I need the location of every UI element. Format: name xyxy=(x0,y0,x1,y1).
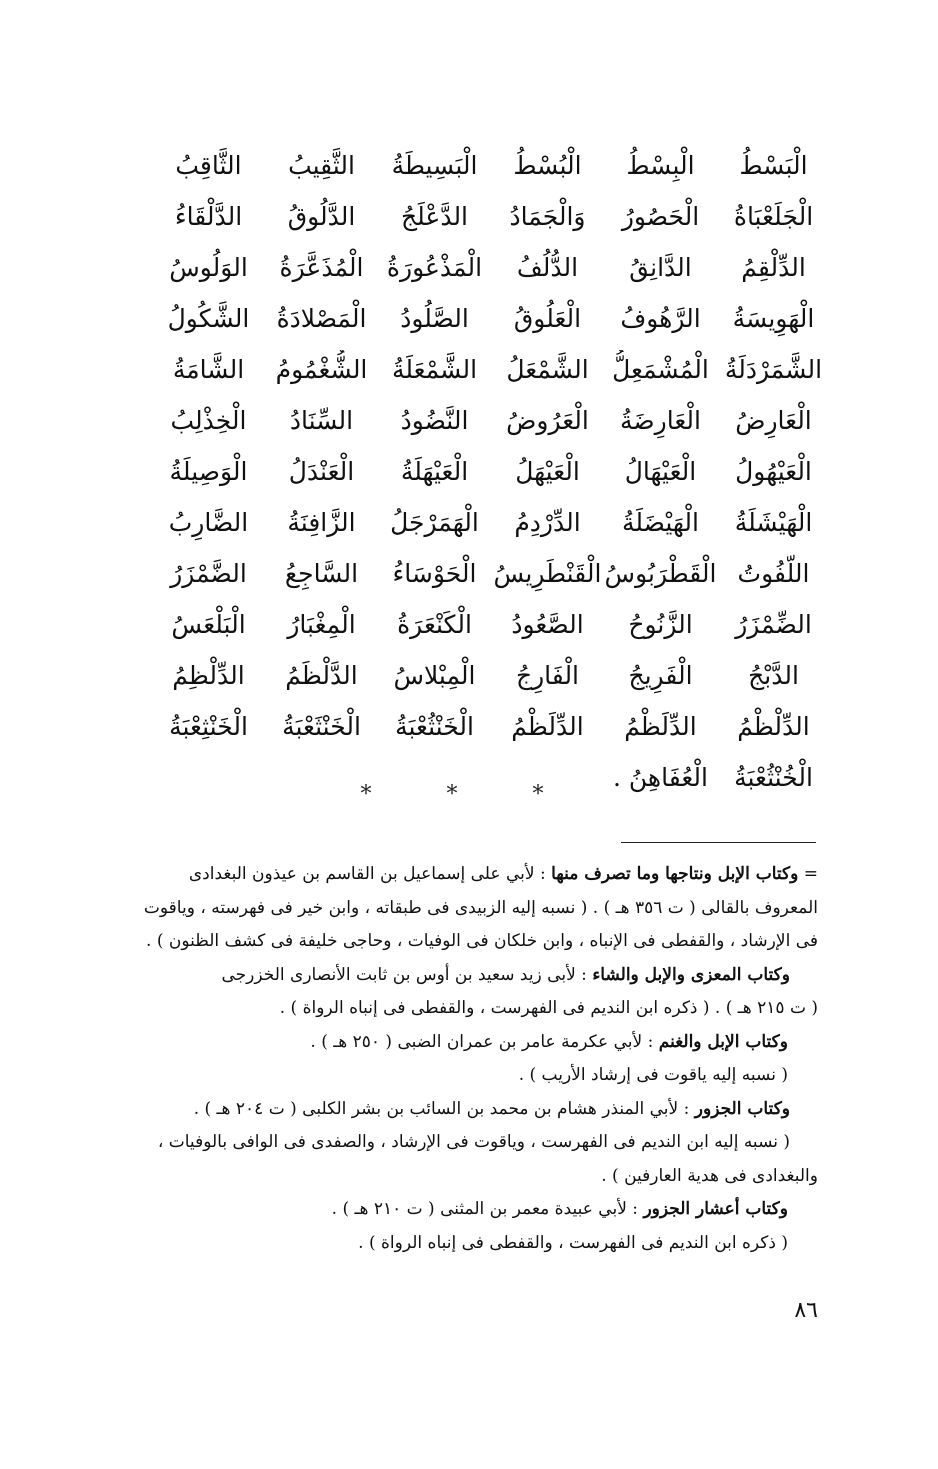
word-cell: الْعَيْهُولُ xyxy=(735,456,812,486)
word-cell: الْبُسْطُ xyxy=(513,150,582,180)
word-cell: الْهَيْشَلَةُ xyxy=(734,507,813,537)
word-cell: الوَلُوسُ xyxy=(169,252,248,282)
word-cell: الْمُذَعَّرَةُ xyxy=(279,252,364,282)
word-cell: الْحَصُورُ xyxy=(621,201,700,231)
word-cell: الْقَنْطَرِيسُ xyxy=(493,558,602,588)
word-cell: الضَّارِبُ xyxy=(168,507,249,537)
section-separator: * * * xyxy=(360,782,578,807)
book-title: وكتاب الإبل والغنم xyxy=(658,1031,788,1052)
word-row xyxy=(120,599,830,650)
word-cell: الْعَنْدَلُ xyxy=(288,456,355,486)
word-cell: الدِّلْقِمُ xyxy=(741,252,806,282)
footnote-text: : لأبي على إسماعيل بن القاسم بن عيذون البغدادى xyxy=(188,864,552,884)
word-row xyxy=(120,242,830,293)
footnote-text: المعروف بالقالى ( ت ٣٥٦ هـ ) . ( نسبه إليه الزبيدى فى طبقاته ، وابن خير فى فهرسته ، وياقوت xyxy=(143,897,818,918)
word-row xyxy=(120,344,830,395)
word-cell: الشَّامَةُ xyxy=(172,354,245,384)
word-cell: الدِّلْظِمُ xyxy=(172,660,245,690)
word-cell: الْبَسِيطَةُ xyxy=(391,150,478,180)
word-cell: الْخَنْثَعْبَةُ xyxy=(282,711,361,741)
footnote-text: فى الإرشاد ، والقفطى فى الإنباه ، وابن خلكان فى الوفيات ، وحاجى خليفة فى كشف الظنون ) . xyxy=(146,931,818,951)
word-cell: الْقَطْرَبُوسُ xyxy=(604,558,717,588)
word-cell: اللَّفُوتُ xyxy=(737,558,810,588)
word-cell: الْوَصِيلَةُ xyxy=(169,456,248,486)
word-cell: الزَّافِنَةُ xyxy=(287,507,356,537)
book-title: وكتاب الإبل ونتاجها وما تصرف منها xyxy=(551,864,799,884)
word-list-grid xyxy=(120,140,830,803)
footnote-text: : لأبي عكرمة عامر بن عمران الضبى ( ٢٥٠ هـ ) . xyxy=(310,1031,659,1052)
word-row xyxy=(120,650,830,701)
word-cell: الدَّلُوقُ xyxy=(287,201,356,231)
word-cell: الْخَنْثُعْبَةُ xyxy=(395,711,474,741)
word-row xyxy=(120,548,830,599)
footnote-text: ( ذكره ابن النديم فى الفهرست ، والقفطى فى إنباه الرواة ) . xyxy=(358,1232,788,1253)
word-cell: السَّاجِعُ xyxy=(284,558,359,588)
footnote-text: ( ت ٢١٥ هـ ) . ( ذكره ابن النديم فى الفهرست ، والقفطى فى إنباه الرواة ) . xyxy=(279,998,818,1018)
footnotes xyxy=(130,858,818,1260)
word-cell: السِّنَادُ xyxy=(289,405,354,435)
footnote-line xyxy=(130,1059,818,1093)
word-cell: النَّضُودُ xyxy=(400,405,469,435)
word-cell: الْهَوِيسَةُ xyxy=(732,303,815,333)
book-title: وكتاب المعزى والإبل والشاء xyxy=(592,964,790,985)
word-cell: الثَّاقِبُ xyxy=(175,150,242,180)
footnote-line xyxy=(130,959,818,993)
word-cell: الدِّلَظْمُ xyxy=(511,711,584,741)
word-cell: الشَّمَرْدَلَةُ xyxy=(724,354,823,384)
book-title: وكتاب الجزور xyxy=(694,1098,790,1119)
word-cell: الْفَارِجُ xyxy=(515,660,580,690)
footnote-text: = xyxy=(798,864,818,884)
footnote-text: : لأبي عبيدة معمر بن المثنى ( ت ٢١٠ هـ ) . xyxy=(331,1199,644,1219)
footnote-line xyxy=(130,1227,818,1261)
word-cell: الْخَنْثِعْبَةُ xyxy=(169,711,248,741)
footnote-line xyxy=(130,892,818,926)
footnote-line xyxy=(130,1126,818,1160)
book-title: وكتاب أعشار الجزور xyxy=(643,1199,788,1219)
word-row xyxy=(120,701,830,752)
word-cell: الصَّعُودُ xyxy=(511,609,584,639)
word-row xyxy=(120,395,830,446)
word-cell: الصَّلُودُ xyxy=(400,303,469,333)
word-cell: الدَّلْقَاءُ xyxy=(174,201,243,231)
word-cell: الْبَلْعَسُ xyxy=(171,609,246,639)
word-row xyxy=(120,497,830,548)
word-cell: الْخِذْلِبُ xyxy=(170,405,247,435)
footnote-line xyxy=(130,858,818,892)
word-cell: الْعَارِضَةُ xyxy=(620,405,701,435)
word-cell: وَالْجَمَادُ xyxy=(509,201,586,231)
word-cell: الضِّمْزَرُ xyxy=(735,609,812,639)
footnote-line xyxy=(130,1160,818,1194)
word-cell: الزَّنُوحُ xyxy=(628,609,693,639)
word-cell: الْبِسْطُ xyxy=(626,150,695,180)
word-cell: الدَّعْلَجُ xyxy=(400,201,469,231)
word-cell: الْفَرِيجُ xyxy=(628,660,693,690)
word-cell: الْمَذْعُورَةُ xyxy=(386,252,483,282)
word-cell: الْعَيْهَلُ xyxy=(515,456,580,486)
word-cell: الْمُشْمَعِلُّ xyxy=(612,354,709,384)
footnote-line xyxy=(130,1093,818,1127)
word-cell: الْهَيْضَلَةُ xyxy=(622,507,699,537)
word-cell: الْكَنْعَرَةُ xyxy=(397,609,472,639)
word-cell: الثَّقِيبُ xyxy=(288,150,355,180)
word-cell: الرَّهُوفُ xyxy=(620,303,701,333)
footnote-line xyxy=(130,1026,818,1060)
word-cell: الضَّمْزَرُ xyxy=(170,558,247,588)
word-cell: الْبَسْطُ xyxy=(739,150,808,180)
word-cell: الشَّمْعَلُ xyxy=(506,354,589,384)
word-cell: الشَّكُولُ xyxy=(167,303,250,333)
footnote-text: والبغدادى فى هدية العارفين ) . xyxy=(601,1165,818,1186)
word-row xyxy=(120,140,830,191)
word-cell: الدِّلَظْمُ xyxy=(624,711,697,741)
footnote-line xyxy=(130,992,818,1026)
word-cell: الشُّغْمُومُ xyxy=(275,354,368,384)
word-cell: الْعُفَاهِنُ . xyxy=(613,762,708,792)
word-row xyxy=(120,446,830,497)
word-cell: الدِّرْدِمُ xyxy=(514,507,581,537)
footnote-text: : لأبى زيد سعيد بن أوس بن ثابت الأنصارى الخزرجى xyxy=(221,964,593,985)
word-cell: الدَّبْجُ xyxy=(748,660,799,690)
footnote-text: ( نسبه إليه ياقوت فى إرشاد الأريب ) . xyxy=(518,1065,788,1085)
footnote-line xyxy=(130,925,818,959)
word-cell: الْجَلَعْبَاةُ xyxy=(733,201,814,231)
word-row xyxy=(120,191,830,242)
word-cell: الْعَارِضُ xyxy=(735,405,812,435)
word-cell: الْحَوْسَاءُ xyxy=(392,558,477,588)
word-cell: الْمِبْلاسُ xyxy=(393,660,476,690)
word-cell: الدَّانِقُ xyxy=(629,252,692,282)
footnote-text: ( نسبه إليه ابن النديم فى الفهرست ، وياقوت فى الإرشاد ، والصفدى فى الوافى بالوفيات ، xyxy=(157,1132,790,1152)
word-cell: الْعَيْهَالُ xyxy=(624,456,697,486)
word-cell: الدَّلْظَمُ xyxy=(285,660,358,690)
footnote-line xyxy=(130,1193,818,1227)
word-cell: الْعَرُوضُ xyxy=(506,405,589,435)
page-number: ٨٦ xyxy=(794,1298,818,1323)
word-cell: الْمَصْلادَةُ xyxy=(276,303,367,333)
word-cell: الشَّمْعَلَةُ xyxy=(391,354,478,384)
word-cell: الْخُنْثُعْبَةُ xyxy=(734,762,813,792)
footnote-text: : لأبي المنذر هشام بن محمد بن السائب بن بشر الكلبى ( ت ٢٠٤ هـ ) . xyxy=(193,1098,695,1119)
word-cell: الدُّلُفُ xyxy=(516,252,579,282)
word-row xyxy=(120,293,830,344)
word-cell: الْعَلُوقُ xyxy=(513,303,582,333)
word-cell: الْعَيْهَلَةُ xyxy=(400,456,469,486)
word-cell: الْهَمَرْجَلُ xyxy=(390,507,479,537)
word-cell: الْمِغْبَارُ xyxy=(287,609,356,639)
footnote-rule xyxy=(621,842,816,843)
word-cell: الدِّلْظْمُ xyxy=(737,711,810,741)
